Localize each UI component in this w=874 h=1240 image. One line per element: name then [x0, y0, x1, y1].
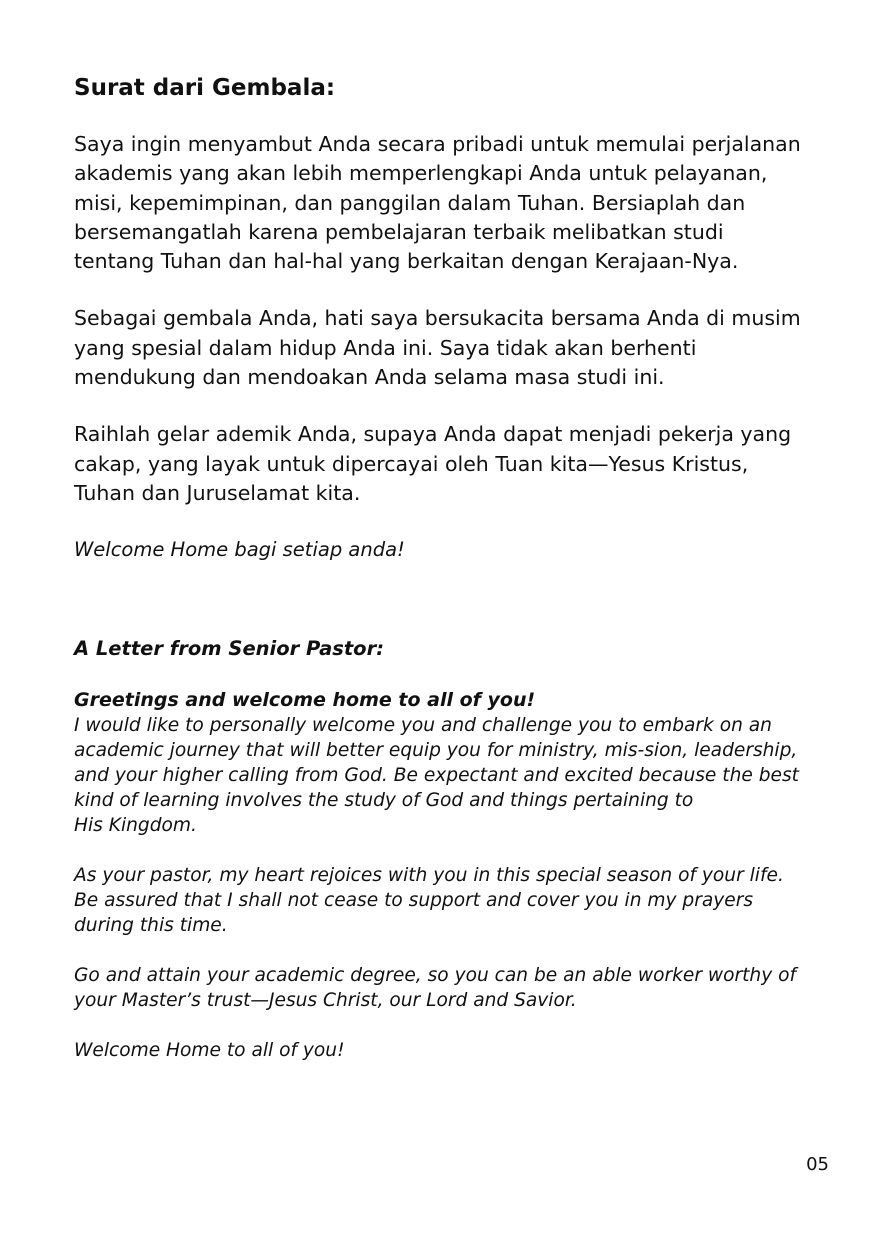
- indonesian-paragraph-2: Sebagai gembala Anda, hati saya bersukacita bersama Anda di musim yang spesial dalam hidup Anda ini. Saya tidak akan berhenti mendukung dan mendoakan Anda selama masa studi ini.: [74, 306, 801, 390]
- letter-page: [74, 70, 804, 1063]
- english-closing: Welcome Home to all of you!: [74, 1040, 345, 1062]
- english-letter-title: A Letter from Senior Pastor:: [74, 637, 384, 661]
- english-greeting: Greetings and welcome home to all of you!: [74, 689, 536, 712]
- indonesian-paragraph-1: Saya ingin menyambut Anda secara pribadi untuk memulai perjalanan akademis yang akan lebih memperlengkapi Anda untuk pelayanan, misi, kepemimpinan, dan panggilan dalam Tuhan. Bersiaplah dan bersemangatlah karena pembelajaran terbaik melibatkan studi tentang Tuhan dan hal-hal yang berkaitan dengan Kerajaan-Nya.: [74, 132, 801, 274]
- english-paragraph-3: Go and attain your academic degree, so you can be an able worker worthy of your Master’s trust—Jesus Christ, our Lord and Savior.: [74, 965, 797, 1012]
- english-paragraph-1-main: I would like to personally welcome you and challenge you to embark on an academic journey that will better equip you for ministry, mis-sion, leadership, and your higher calling from God. Be expectant and excited because the best kind of learning involves the study of God and things pertaining to: [74, 715, 799, 812]
- indonesian-letter-title: Surat dari Gembala:: [74, 75, 336, 101]
- indonesian-closing: Welcome Home bagi setiap anda!: [74, 538, 405, 562]
- english-paragraph-1-end: His Kingdom.: [74, 815, 197, 837]
- page-number: 05: [806, 1154, 829, 1175]
- english-paragraph-2: As your pastor, my heart rejoices with you in this special season of your life. Be assured that I shall not cease to support and cover you in my prayers during this time.: [74, 865, 784, 937]
- english-paragraph-1: [74, 713, 804, 838]
- indonesian-paragraph-3: Raihlah gelar ademik Anda, supaya Anda dapat menjadi pekerja yang cakap, yang layak untuk dipercayai oleh Tuan kita—Yesus Kristus, Tuhan dan Juruselamat kita.: [74, 422, 792, 505]
